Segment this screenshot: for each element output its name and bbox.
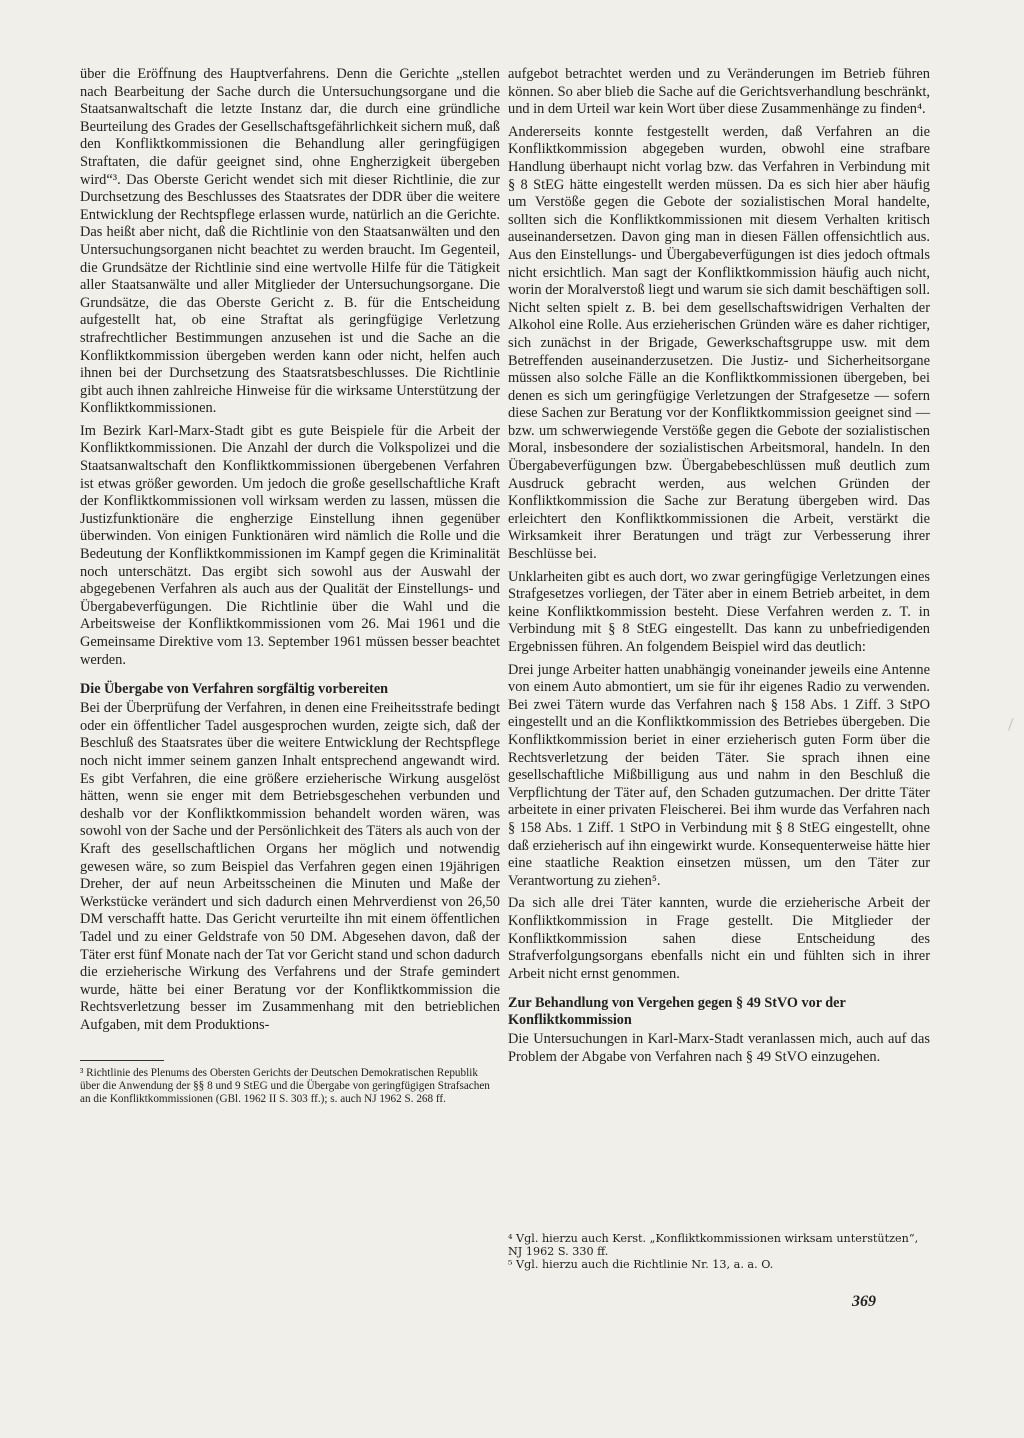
paragraph: Die Untersuchungen in Karl-Marx-Stadt veranlassen mich, auch auf das Problem der Abgabe von Verfahren nach § 49 StVO einzugehen. (508, 1031, 930, 1065)
right-footnotes (508, 1232, 930, 1271)
paragraph: aufgebot betrachtet werden und zu Veränderungen im Betrieb führen können. So aber blieb die Sache auf die Gerichtsverhandlung beschränkt, und in dem Urteil war kein Wort über diese Zusammenhänge zu finden⁴. (508, 66, 930, 118)
footnote-divider (80, 1060, 164, 1061)
paragraph: Bei der Überprüfung der Verfahren, in denen eine Freiheitsstrafe bedingt oder ein öffentlicher Tadel ausgesprochen wurden, zeigte sich, daß der Beschluß des Staatsrates über die weitere Entwicklung der Rechtspflege noch nicht immer seinem ganzen Inhalt entsprechend angewandt wird. Es gibt Verfahren, die eine größere erzieherische Wirkung ausgelöst hätten, wenn sie enger mit dem Betriebsgeschehen verbunden und deshalb vor der Konfliktkommission behandelt worden wären, was sowohl von der Sache und der Persönlichkeit des Täters als auch von der Kraft des gesellschaftlichen Organs her möglich und notwendig gewesen wäre, so zum Beispiel das Verfahren gegen einen 19jährigen Dreher, der auf neun Arbeitsscheinen die Minuten und Maße der Werkstücke verändert und sich dadurch einen Mehrverdienst von 26,50 DM verschafft hatte. Das Gericht verurteilte ihn mit einem öffentlichen Tadel und zu einer Geldstrafe von 50 DM. Abgesehen davon, daß der Täter erst fünf Monate nach der Tat vor Gericht stand und schon dadurch die erzieherische Wirkung des Verfahrens und der Strafe gemindert wurde, hätte bei einer Beratung vor der Konfliktkommission die Rechtsverletzung besser im Zusammenhang mit den betrieblichen Aufgaben, mit dem Produktions- (80, 700, 500, 1033)
section-heading: Zur Behandlung von Vergehen gegen § 49 StVO vor der Konfliktkommission (508, 995, 846, 1029)
footnote: ³ Richtlinie des Plenums des Obersten Gerichts der Deutschen Demokratischen Republik über die Anwendung der §§ 8 und 9 StEG und die Übergabe von geringfügigen Strafsachen an die Konfliktkommissionen (GBl. 1962 II S. 303 ff.); s. auch NJ 1962 S. 268 ff. (80, 1067, 490, 1106)
margin-mark (1008, 718, 1017, 733)
paragraph: Unklarheiten gibt es auch dort, wo zwar geringfügige Verletzungen eines Strafgesetzes vorliegen, der Täter aber in einem Betrieb arbeitet, in dem keine Konfliktkommission besteht. Diese Verfahren werden z. T. in Verbindung mit § 8 StEG eingestellt. Das kann zu unbefriedigenden Ergebnissen führen. An folgendem Beispiel wird das deutlich: (508, 568, 930, 655)
paragraph: Andererseits konnte festgestellt werden, daß Verfahren an die Konfliktkommission abgegeben wurden, obwohl eine strafbare Handlung überhaupt nicht vorlag bzw. das Verfahren in Verbindung mit § 8 StEG hätte eingestellt werden müssen. Da es sich hier aber häufig um Verstöße gegen die Gebote der sozialistischen Moral handelte, sollten sich die Konfliktkommissionen mit diesem Verhalten kritisch auseinandersetzen. Davon ging man in diesen Fällen offensichtlich aus. Aus den Einstellungs- und Übergabeverfügungen ist dies jedoch oftmals nicht ersichtlich. Man sagt der Konfliktkommission häufig auch nicht, worin der Moralverstoß liegt und warum sie sich damit beschäftigen soll. Nicht selten spielt z. B. bei dem gesellschaftswidrigen Verhalten der Alkohol eine Rolle. Aus erzieherischen Gründen wäre es daher richtiger, sich zunächst in der Brigade, Gewerkschaftsgruppe usw. mit dem Betreffenden auseinanderzusetzen. Die Justiz- und Sicherheitsorgane müssen also solche Fälle an die Konfliktkommissionen übergeben, bei denen es sich um geringfügige Verletzungen der Strafgesetze — sofern diese Sachen zur Beratung vor der Konfliktkommission geeignet sind — bzw. um schwerwiegende Verstöße gegen die Gebote der sozialistischen Moral, insbesondere der sozialistischen Arbeitsmoral, handeln. In den Übergabeverfügungen bzw. Übergabebeschlüssen muß deutlich zum Ausdruck gebracht werden, aus welchen Gründen der Konfliktkommission die Sache zur Beratung übergeben wird. Das erleichtert den Konfliktkommissionen die Arbeit, verstärkt die Wirksamkeit ihrer Beratungen und trägt zur Verbesserung ihrer Beschlüsse bei. (508, 123, 930, 563)
paragraph: Drei junge Arbeiter hatten unabhängig voneinander jeweils eine Antenne von einem Auto abmontiert, um sie für ihr eigenes Radio zu verwenden. Bei zwei Tätern wurde das Verfahren nach § 158 Abs. 1 Ziff. 3 StPO eingestellt und an die Konfliktkommission des Betriebes übergeben. Die Konfliktkommission beriet in einer erzieherisch guten Form über die Rechtsverletzung der beiden Täter. Sie sprach ihnen eine gesellschaftliche Mißbilligung aus und nahm in den Beschluß die Verpflichtung der Täter auf, den Schaden gutzumachen. Der dritte Täter arbeitete in einer privaten Fleischerei. Bei ihm wurde das Verfahren nach § 158 Abs. 1 Ziff. 1 StPO in Verbindung mit § 8 StEG eingestellt, ohne daß erzieherisch auf ihn eingewirkt wurde. Konsequenterweise hätte hier eine staatliche Reaktion einsetzen müssen, um den Täter zur Verantwortung zu ziehen⁵. (508, 661, 930, 889)
footnote: ⁵ Vgl. hierzu auch die Richtlinie Nr. 13, a. a. O. (508, 1258, 774, 1271)
left-column (80, 66, 500, 1111)
footnote: ⁴ Vgl. hierzu auch Kerst. „Konfliktkommissionen wirksam unterstützen“, NJ 1962 S. 330 ff. (508, 1232, 919, 1258)
right-column (508, 66, 930, 1071)
page-number: 369 (852, 1293, 876, 1310)
paragraph: Da sich alle drei Täter kannten, wurde die erzieherische Arbeit der Konfliktkommission in Frage gestellt. Die Mitglieder der Konfliktkommission sahen diese Entscheidung des Strafverfolgungsorgans ebenfalls nicht ein und fühlten sich in ihrer Arbeit nicht ernst genommen. (508, 895, 930, 982)
paragraph: Im Bezirk Karl-Marx-Stadt gibt es gute Beispiele für die Arbeit der Konfliktkommissionen. Die Anzahl der durch die Volkspolizei und die Staatsanwaltschaft den Konfliktkommissionen übergebenen Verfahren ist etwas größer geworden. Um jedoch die große gesellschaftliche Kraft der Konfliktkommissionen voll wirksam werden zu lassen, müssen die Justizfunktionäre die engherzige Einstellung ihnen gegenüber überwinden. Von einigen Funktionären wird nämlich die Rolle und die Bedeutung der Konfliktkommissionen im Kampf gegen die Kriminalität noch unterschätzt. Das ergibt sich sowohl aus der Auswahl der abgegebenen Verfahren als auch aus der Qualität der Einstellungs- und Übergabeverfügungen. Die Richtlinie über die Wahl und die Arbeitsweise der Konfliktkommissionen vom 26. Mai 1961 und die Gemeinsame Direktive vom 13. September 1961 müssen besser beachtet werden. (80, 422, 500, 668)
paragraph: über die Eröffnung des Hauptverfahrens. Denn die Gerichte „stellen nach Bearbeitung der Sache durch die Untersuchungsorgane und die Staatsanwaltschaft die letzte Instanz dar, die durch eine gründliche Beurteilung des Grades der Gesellschaftsgefährlichkeit sichern muß, daß den Konfliktkommissionen die Behandlung aller geringfügigen Straftaten, die dafür geeignet sind, ohne Engherzigkeit übergeben wird“³. Das Oberste Gericht wendet sich mit dieser Richtlinie, die zur Durchsetzung des Beschlusses des Staatsrates der DDR über die weitere Entwicklung der Rechtspflege erlassen wurde, natürlich an die Gerichte. Das heißt aber nicht, daß die Richtlinie von den Staatsanwälten und den Untersuchungsorganen nicht beachtet zu werden braucht. Im Gegenteil, die Grundsätze der Richtlinie sind eine wertvolle Hilfe für die Tätigkeit aller Staatsanwälte und aller Mitglieder der Untersuchungsorgane. Die Grundsätze, die das Oberste Gericht z. B. für die Entscheidung aufgestellt hat, ob eine Straftat als geringfügige Verletzung strafrechtlicher Bestimmungen anzusehen ist und die Sache an die Konfliktkommission übergeben werden kann oder nicht, helfen auch ihnen bei der Durchsetzung des Staatsratsbeschlusses. Die Richtlinie gibt auch ihnen zahlreiche Hinweise für die wirksame Unterstützung der Konfliktkommissionen. (80, 66, 500, 417)
section-heading: Die Übergabe von Verfahren sorgfältig vorbereiten (80, 681, 389, 698)
